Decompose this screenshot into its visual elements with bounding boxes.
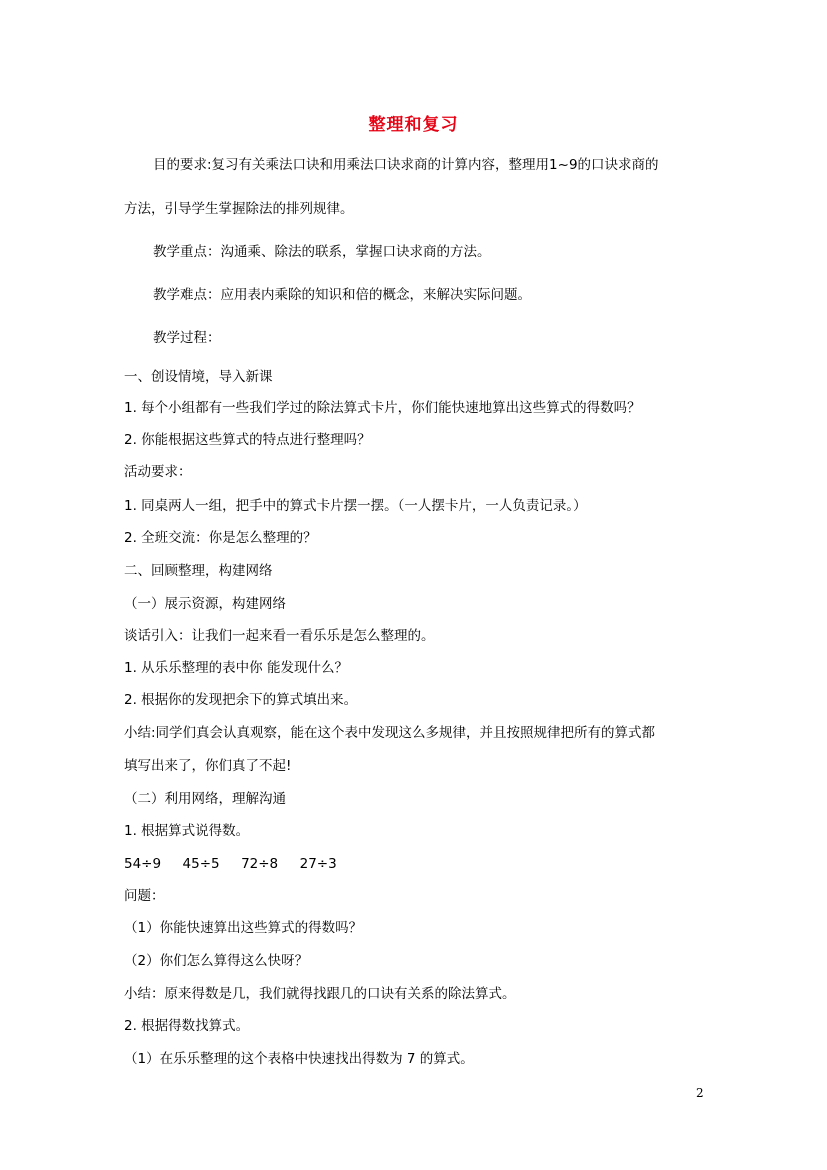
subsection-heading: （二）利用网络，理解沟通	[124, 791, 286, 807]
text-line: 小结:同学们真会认真观察，能在这个表中发现这么多规律，并且按照规律把所有的算式都	[124, 725, 656, 741]
text-line: （1）在乐乐整理的这个表格中快速找出得数为 7 的算式。	[124, 1051, 474, 1067]
text-line: 问题：	[124, 888, 165, 904]
text-line: 教学难点：应用表内乘除的知识和倍的概念，来解决实际问题。	[153, 287, 531, 303]
text-line: 填写出来了，你们真了不起!	[124, 758, 292, 774]
text-line: 2. 根据你的发现把余下的算式填出来。	[124, 692, 358, 708]
text-line: 2. 根据得数找算式。	[124, 1018, 250, 1034]
text-line: （1）你能快速算出这些算式的得数吗？	[124, 920, 363, 936]
text-line: 目的要求:复习有关乘法口诀和用乘法口诀求商的计算内容，整理用1~9的口诀求商的	[153, 157, 659, 173]
page-title: 整理和复习	[368, 115, 459, 135]
text-line: 教学重点：沟通乘、除法的联系，掌握口诀求商的方法。	[153, 244, 491, 260]
page-number: 2	[696, 1086, 704, 1100]
text-line: 1. 根据算式说得数。	[124, 823, 250, 839]
text-line: 1. 同桌两人一组，把手中的算式卡片摆一摆。（一人摆卡片，一人负责记录。）	[124, 498, 587, 514]
text-line: 活动要求：	[124, 464, 192, 480]
text-line: 小结：原来得数是几，我们就得找跟几的口诀有关系的除法算式。	[124, 986, 516, 1002]
text-line: 谈话引入：让我们一起来看一看乐乐是怎么整理的。	[124, 628, 435, 644]
section-heading: 二、回顾整理，构建网络	[124, 563, 273, 579]
subsection-heading: （一）展示资源，构建网络	[124, 596, 286, 612]
text-line: （2）你们怎么算得这么快呀？	[124, 953, 309, 969]
equation-line: 54÷9 45÷5 72÷8 27÷3	[124, 856, 337, 872]
text-line: 2. 全班交流：你是怎么整理的？	[124, 530, 317, 546]
text-line: 方法，引导学生掌握除法的排列规律。	[124, 201, 354, 217]
section-heading: 一、创设情境，导入新课	[124, 369, 273, 385]
text-line: 2. 你能根据这些算式的特点进行整理吗？	[124, 432, 371, 448]
text-line: 教学过程：	[153, 330, 221, 346]
text-line: 1. 每个小组都有一些我们学过的除法算式卡片，你们能快速地算出这些算式的得数吗？	[124, 400, 641, 416]
text-line: 1. 从乐乐整理的表中你 能发现什么？	[124, 660, 348, 676]
